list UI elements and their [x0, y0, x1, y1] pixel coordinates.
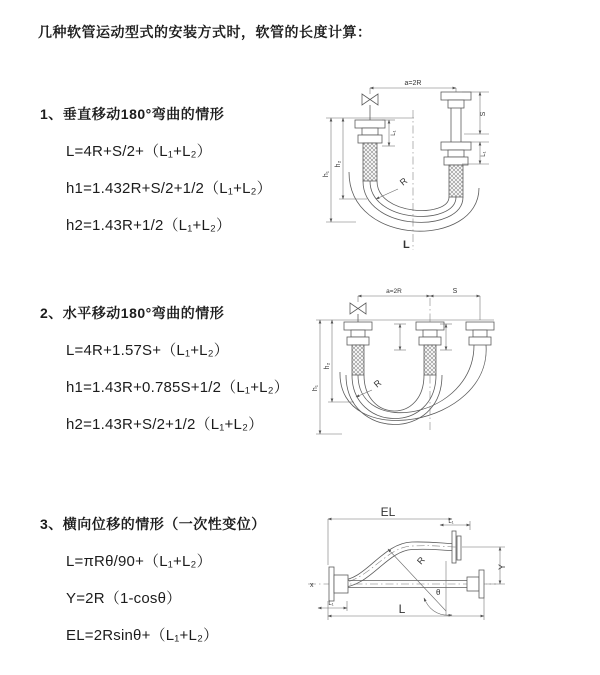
formula-h1-1: h1=1.432R+S/2+1/2（L₁+L₂） — [66, 180, 272, 197]
formula-h2-2: h2=1.43R+S/2+1/2（L₁+L₂） — [66, 416, 264, 433]
dim-label-el: EL — [380, 505, 396, 519]
dim-a2r — [358, 288, 430, 296]
diagram-2-svg — [312, 282, 598, 462]
dim-label-l1-bottom: L₁ — [328, 601, 334, 607]
dim-label-l1-top: L₁ — [448, 519, 454, 525]
section-2-text — [40, 303, 330, 434]
braided-hose-middle — [424, 345, 436, 375]
dim-label-h1: h₁ — [312, 384, 319, 392]
dim-label-a2r: a=2R — [386, 288, 402, 295]
left-pipe-fitting — [344, 322, 372, 375]
braided-hose-right — [449, 165, 463, 197]
dim-label-r: R — [371, 377, 384, 390]
radius-callout — [356, 377, 384, 397]
dim-l1-top — [440, 519, 470, 530]
left-flange — [329, 567, 348, 601]
braided-hose-left — [352, 345, 364, 375]
valve-icon — [350, 303, 366, 322]
braided-hose-left — [363, 143, 377, 181]
dim-h2 — [324, 320, 354, 402]
dim-label-s: S — [480, 111, 487, 117]
dim-label-l: L — [403, 239, 410, 251]
formula-h2-1: h2=1.43R+1/2（L₁+L₂） — [66, 217, 232, 234]
section-2-heading: 2、水平移动180°弯曲的情形 — [40, 305, 225, 321]
formula-h1-2: h1=1.43R+0.785S+1/2（L₁+L₂） — [66, 379, 289, 396]
diagram-lateral-displacement — [300, 503, 600, 660]
dim-l — [328, 598, 484, 620]
dim-label-h2: h₂ — [335, 160, 342, 168]
dim-h1 — [312, 320, 342, 434]
dim-s — [358, 288, 480, 320]
right-pipe-fitting — [466, 322, 494, 345]
dim-h1 — [323, 118, 356, 222]
dim-l1-bottom — [318, 601, 347, 611]
page-title: 几种软管运动型式的安装方式时，软管的长度计算： — [38, 24, 372, 40]
dim-label-a2r: a=2R — [404, 80, 422, 87]
dim-label-r: R — [415, 554, 427, 567]
formula-Y-3: Y=2R（1-cosθ） — [66, 590, 182, 607]
section-1-text — [40, 104, 330, 235]
section-3-text — [40, 514, 330, 645]
formula-L-3: L=πRθ/90+（L₁+L₂） — [66, 553, 212, 570]
dim-label-r: R — [397, 175, 410, 188]
dim-label-l: L — [398, 602, 406, 616]
formula-L-1: L=4R+S/2+（L₁+L₂） — [66, 143, 212, 160]
centerline-x-mark: x — [310, 582, 314, 589]
diagram-1-svg — [312, 72, 598, 262]
dim-label-l1-right: L₁ — [481, 151, 487, 157]
dim-label-h1: h₁ — [323, 170, 330, 178]
radius-callout — [376, 175, 410, 199]
dim-label-l1-left: L₁ — [391, 130, 397, 136]
dim-label-s: S — [452, 288, 458, 295]
dim-label-y: Y — [497, 563, 507, 571]
section-1-heading: 1、垂直移动180°弯曲的情形 — [40, 106, 225, 122]
right-flange — [467, 570, 484, 598]
dim-fitting-left — [394, 324, 406, 350]
diagram-horizontal-180-bend — [312, 282, 598, 467]
middle-pipe-fitting — [416, 322, 444, 375]
formula-EL-3: EL=2Rsinθ+（L₁+L₂） — [66, 627, 219, 644]
dim-el — [328, 505, 452, 565]
diagram-vertical-180-bend — [312, 72, 598, 267]
section-3-heading: 3、横向位移的情形（一次性变位） — [40, 516, 266, 532]
dim-label-h2: h₂ — [324, 362, 331, 370]
diagram-3-svg — [300, 503, 600, 655]
radius-callout — [388, 549, 446, 611]
dim-label-theta: θ — [436, 588, 441, 597]
left-pipe-fitting — [355, 120, 385, 181]
right-pipe-fitting — [441, 92, 471, 197]
formula-L-2: L=4R+1.57S+（L₁+L₂） — [66, 342, 229, 359]
valve-icon — [362, 94, 378, 120]
